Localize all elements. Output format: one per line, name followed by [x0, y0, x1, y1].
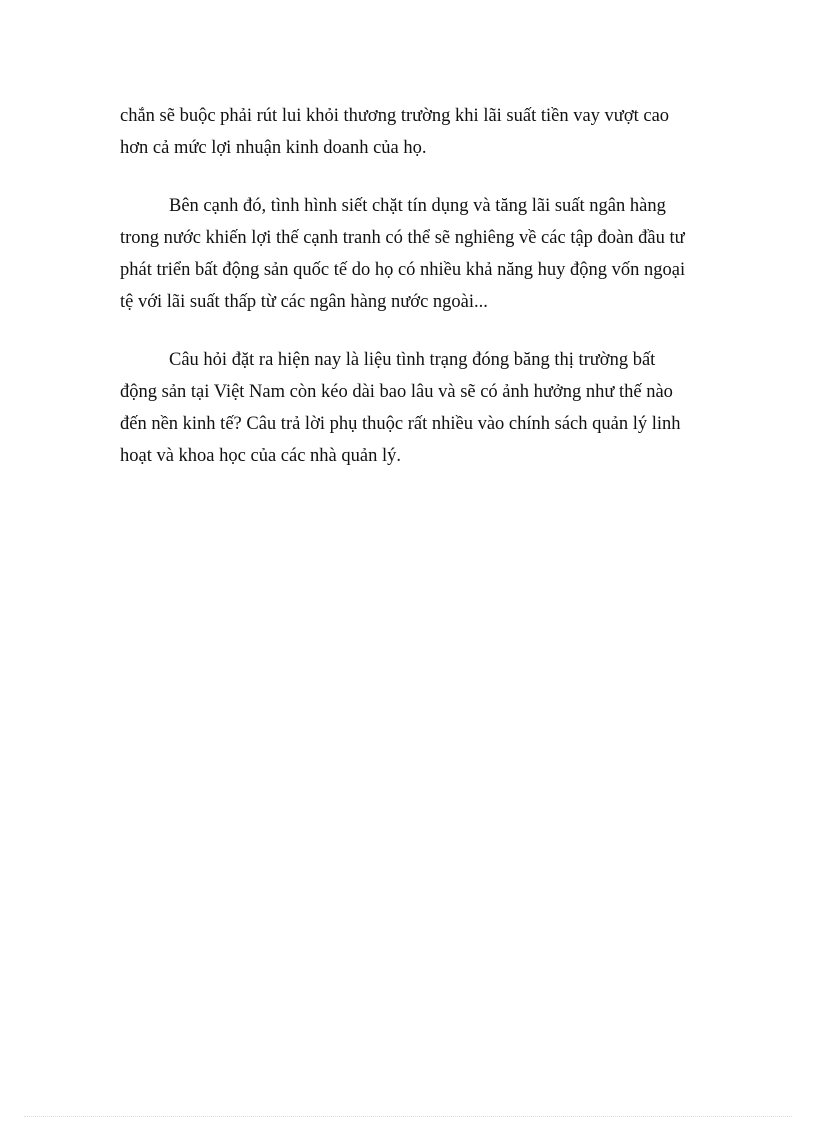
text-line: động sản tại Việt Nam còn kéo dài bao lâu và sẽ có ảnh hưởng như thế nào	[120, 382, 673, 402]
paragraph-2	[120, 190, 700, 318]
paragraph-3	[120, 344, 700, 472]
text-line: phát triển bất động sản quốc tế do họ có nhiều khả năng huy động vốn ngoại	[120, 260, 686, 280]
body-text	[120, 100, 700, 472]
text-line: đến nền kinh tế? Câu trả lời phụ thuộc rất nhiều vào chính sách quản lý linh	[120, 414, 681, 434]
text-line: trong nước khiến lợi thế cạnh tranh có thể sẽ nghiêng về các tập đoàn đầu tư	[120, 228, 685, 248]
text-line: chắn sẽ buộc phải rút lui khỏi thương trường khi lãi suất tiền vay vượt cao	[120, 106, 670, 126]
paragraph-1	[120, 100, 700, 164]
page-border-dots	[24, 1116, 792, 1117]
text-line: Câu hỏi đặt ra hiện nay là liệu tình trạng đóng băng thị trường bất	[169, 350, 656, 370]
text-line: tệ với lãi suất thấp từ các ngân hàng nước ngoài...	[120, 292, 488, 312]
text-line: hoạt và khoa học của các nhà quản lý.	[120, 446, 401, 466]
text-line: Bên cạnh đó, tình hình siết chặt tín dụng và tăng lãi suất ngân hàng	[169, 196, 666, 216]
text-line: hơn cả mức lợi nhuận kinh doanh của họ.	[120, 138, 427, 158]
